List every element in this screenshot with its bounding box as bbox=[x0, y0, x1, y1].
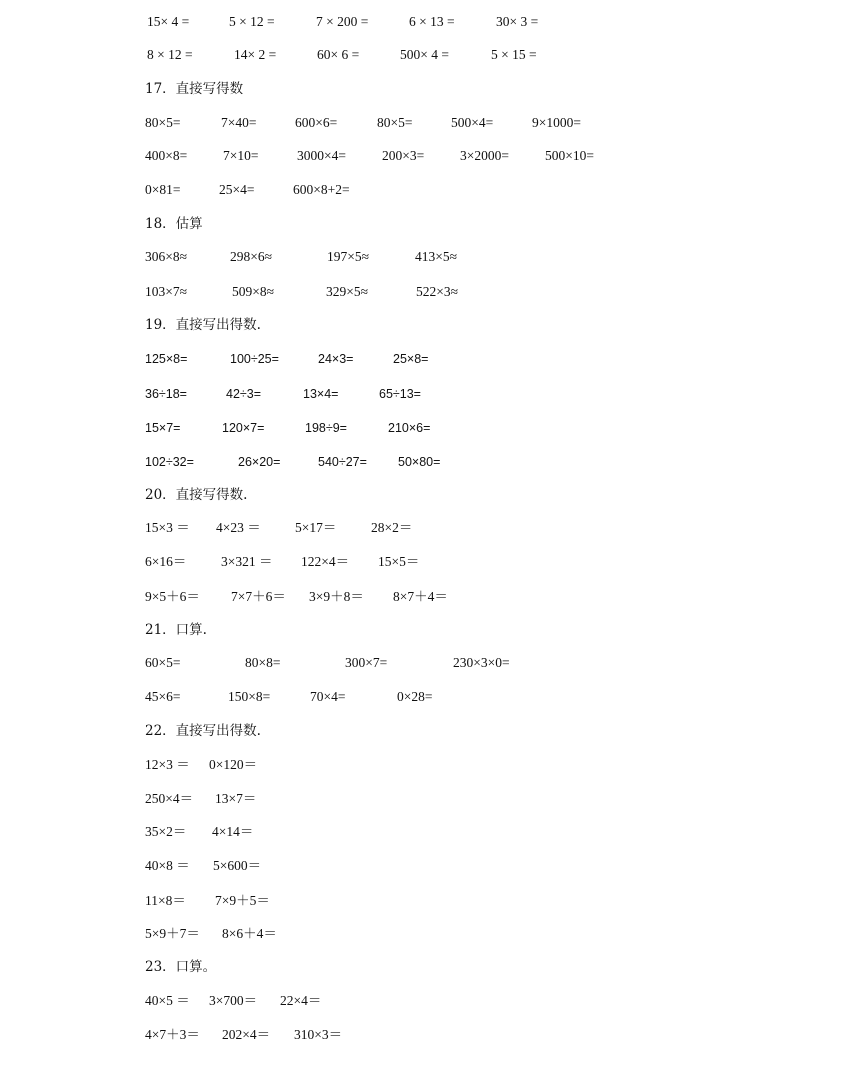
problem: 7×10= bbox=[223, 148, 259, 163]
problem: 0×28= bbox=[397, 689, 433, 704]
problem: 80×5= bbox=[377, 115, 413, 130]
problem: 5 × 15 = bbox=[491, 47, 537, 62]
problem: 50×80= bbox=[398, 455, 441, 469]
problem: 4×14＝ bbox=[212, 824, 254, 839]
problem: 25×4= bbox=[219, 182, 255, 197]
problem: 25×8= bbox=[393, 352, 429, 366]
problem: 9×1000= bbox=[532, 115, 581, 130]
problem: 3×2000= bbox=[460, 148, 509, 163]
problem: 6×16＝ bbox=[145, 554, 187, 569]
problem: 36÷18= bbox=[145, 387, 187, 401]
problem: 65÷13= bbox=[379, 387, 421, 401]
problem: 540÷27= bbox=[318, 455, 367, 469]
problem: 12×3 ＝ bbox=[145, 757, 190, 772]
question-21-title: 21．口算. bbox=[145, 622, 207, 638]
problem: 306×8≈ bbox=[145, 249, 188, 264]
problem: 3×321 ＝ bbox=[221, 554, 273, 569]
problem: 4×23 ＝ bbox=[216, 520, 261, 535]
problem: 4×7＋3＝ bbox=[145, 1027, 200, 1042]
problem: 230×3×0= bbox=[453, 655, 510, 670]
problem: 7×9＋5＝ bbox=[215, 893, 270, 908]
problem: 11×8＝ bbox=[145, 893, 186, 908]
problem: 8×7＋4＝ bbox=[393, 589, 448, 604]
problem: 45×6= bbox=[145, 689, 181, 704]
problem: 500×4= bbox=[451, 115, 494, 130]
problem: 13×4= bbox=[303, 387, 339, 401]
question-22-title: 22．直接写出得数. bbox=[145, 723, 261, 739]
question-23-title: 23．口算。 bbox=[145, 959, 217, 975]
problem: 250×4＝ bbox=[145, 791, 194, 806]
problem: 0×120＝ bbox=[209, 757, 258, 772]
problem: 70×4= bbox=[310, 689, 346, 704]
problem: 24×3= bbox=[318, 352, 354, 366]
problem: 400×8= bbox=[145, 148, 188, 163]
problem: 15×5＝ bbox=[378, 554, 420, 569]
problem: 5×17＝ bbox=[295, 520, 337, 535]
problem: 509×8≈ bbox=[232, 284, 275, 299]
problem: 40×8 ＝ bbox=[145, 858, 190, 873]
problem: 310×3＝ bbox=[294, 1027, 343, 1042]
problem: 200×3= bbox=[382, 148, 425, 163]
problem: 15× 4 = bbox=[147, 14, 190, 29]
problem: 35×2＝ bbox=[145, 824, 187, 839]
problem: 80×5= bbox=[145, 115, 181, 130]
problem: 5 × 12 = bbox=[229, 14, 275, 29]
problem: 7×40= bbox=[221, 115, 257, 130]
problem: 15×7= bbox=[145, 421, 181, 435]
problem: 80×8= bbox=[245, 655, 281, 670]
problem: 8×6＋4＝ bbox=[222, 926, 277, 941]
problem: 198÷9= bbox=[305, 421, 347, 435]
problem: 600×6= bbox=[295, 115, 338, 130]
problem: 60× 6 = bbox=[317, 47, 360, 62]
problem: 298×6≈ bbox=[230, 249, 273, 264]
problem: 120×7= bbox=[222, 421, 265, 435]
problem: 125×8= bbox=[145, 352, 188, 366]
problem: 42÷3= bbox=[226, 387, 262, 401]
problem: 3000×4= bbox=[297, 148, 346, 163]
problem: 500×10= bbox=[545, 148, 594, 163]
problem: 60×5= bbox=[145, 655, 181, 670]
problem: 15×3 ＝ bbox=[145, 520, 190, 535]
problem: 26×20= bbox=[238, 455, 281, 469]
problem: 102÷32= bbox=[145, 455, 194, 469]
problem: 22×4＝ bbox=[280, 993, 322, 1008]
problem: 103×7≈ bbox=[145, 284, 188, 299]
question-18-title: 18．估算 bbox=[145, 216, 203, 232]
problem: 210×6= bbox=[388, 421, 431, 435]
problem: 7×7＋6＝ bbox=[231, 589, 286, 604]
problem: 30× 3 = bbox=[496, 14, 539, 29]
problem: 202×4＝ bbox=[222, 1027, 271, 1042]
question-20-title: 20．直接写得数. bbox=[145, 487, 248, 503]
problem: 522×3≈ bbox=[416, 284, 459, 299]
question-19-title: 19．直接写出得数. bbox=[145, 317, 261, 333]
problem: 40×5 ＝ bbox=[145, 993, 190, 1008]
problem: 5×600＝ bbox=[213, 858, 262, 873]
problem: 3×700＝ bbox=[209, 993, 258, 1008]
problem: 3×9＋8＝ bbox=[309, 589, 364, 604]
question-17-title: 17．直接写得数 bbox=[145, 81, 244, 97]
problem: 0×81= bbox=[145, 182, 181, 197]
problem: 8 × 12 = bbox=[147, 47, 193, 62]
problem: 122×4＝ bbox=[301, 554, 350, 569]
problem: 9×5＋6＝ bbox=[145, 589, 200, 604]
problem: 6 × 13 = bbox=[409, 14, 455, 29]
problem: 500× 4 = bbox=[400, 47, 449, 62]
problem: 14× 2 = bbox=[234, 47, 277, 62]
problem: 413×5≈ bbox=[415, 249, 458, 264]
problem: 600×8+2= bbox=[293, 182, 350, 197]
problem: 28×2＝ bbox=[371, 520, 413, 535]
problem: 7 × 200 = bbox=[316, 14, 369, 29]
problem: 197×5≈ bbox=[327, 249, 370, 264]
problem: 13×7＝ bbox=[215, 791, 257, 806]
problem: 300×7= bbox=[345, 655, 388, 670]
problem: 150×8= bbox=[228, 689, 271, 704]
problem: 100÷25= bbox=[230, 352, 279, 366]
problem: 329×5≈ bbox=[326, 284, 369, 299]
problem: 5×9＋7＝ bbox=[145, 926, 200, 941]
